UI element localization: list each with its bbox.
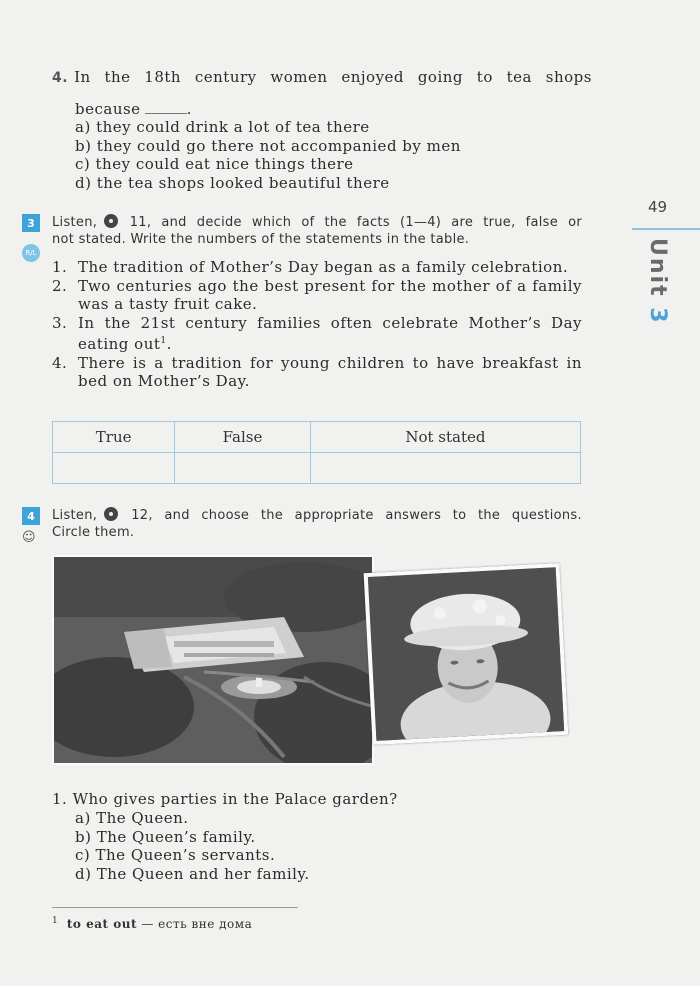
word: the	[478, 508, 501, 523]
statement-text	[78, 314, 582, 354]
word: Listen,	[52, 508, 98, 523]
word: the	[104, 68, 131, 86]
question-4-period: .	[186, 100, 192, 118]
skill-icon: R/L	[22, 244, 40, 262]
word: which	[251, 215, 292, 230]
unit-tab	[640, 238, 670, 328]
word: are	[451, 215, 474, 230]
answer-table	[52, 421, 581, 484]
word: going	[417, 68, 464, 86]
palace-photo	[52, 555, 374, 765]
option-a[interactable]: a) they could drink a lot of tea there	[75, 118, 370, 136]
table-answer-row	[53, 453, 581, 484]
word: century	[194, 68, 257, 86]
word: and	[164, 508, 190, 523]
option-b[interactable]: b) The Queen’s family.	[75, 827, 256, 846]
word: true,	[483, 215, 516, 230]
question-4-number: 4.	[52, 70, 69, 86]
word: or	[568, 215, 582, 230]
palace-aerial-illustration	[54, 557, 374, 765]
audio-cd-icon[interactable]	[104, 214, 118, 228]
unit-tab-divider	[632, 228, 700, 230]
statement-text-main: In the 21st century families often celebrate Mother’s Day eating out	[78, 313, 582, 353]
word: shops	[545, 68, 592, 86]
word: women	[270, 68, 328, 86]
word: of	[301, 215, 315, 230]
option-d[interactable]: d) The Queen and her family.	[75, 864, 310, 883]
word: 12,	[131, 508, 153, 523]
listen-word-group	[52, 507, 120, 524]
word: 18th	[144, 68, 182, 86]
statement-number: 1.	[52, 258, 68, 276]
answer-cell-not-stated[interactable]	[310, 453, 580, 484]
word: Listen,	[52, 215, 98, 230]
word: and	[161, 215, 187, 230]
question-4	[52, 68, 592, 192]
option-a[interactable]: a) The Queen.	[75, 809, 189, 827]
question-4-because: because	[75, 100, 141, 118]
table-header-row	[53, 422, 581, 453]
exercise-3-instruction-line-1	[52, 214, 582, 231]
question-1-stem: 1. Who gives parties in the Palace garden?	[52, 790, 398, 808]
word: to	[452, 508, 467, 523]
word: choose	[201, 508, 250, 523]
header-true: True	[53, 422, 175, 453]
word: 11,	[129, 215, 152, 230]
unit-tab-number: 3	[645, 307, 670, 325]
statement-1	[52, 258, 582, 277]
exercise-4-instruction-line-1	[52, 507, 582, 524]
statement-4	[52, 354, 582, 391]
listen-word-group	[52, 214, 120, 231]
word: the	[324, 215, 347, 230]
word: appropriate	[294, 508, 374, 523]
statement-text: There is a tradition for young children to have breakfast in bed on Mother’s Day.	[78, 353, 582, 390]
exercise-3-statements	[52, 258, 582, 391]
statement-text: The tradition of Mother’s Day began as a family celebration.	[78, 258, 569, 276]
header-not-stated: Not stated	[310, 422, 580, 453]
circle-task-icon: ☺	[22, 530, 36, 545]
statement-number: 3.	[52, 313, 68, 332]
word: decide	[196, 215, 242, 230]
question-4-because-line	[75, 100, 592, 118]
queen-portrait-illustration	[368, 567, 569, 745]
footnote-marker: 1	[160, 336, 167, 346]
footnote	[52, 916, 252, 931]
statement-number: 2.	[52, 276, 68, 295]
page-number: 49	[648, 198, 668, 216]
footnote-translation: есть вне дома	[158, 917, 253, 931]
footnote-mark: 1	[52, 916, 59, 926]
exercise-3-badge: 3	[22, 214, 40, 232]
word: facts	[356, 215, 390, 230]
word: tea	[506, 68, 532, 86]
exercise-4-badge: 4	[22, 507, 40, 525]
exercise-4-instruction-line-2: Circle them.	[52, 525, 135, 540]
exercise-3-instruction	[52, 214, 582, 248]
word: false	[525, 215, 559, 230]
header-false: False	[175, 422, 311, 453]
word: enjoyed	[341, 68, 405, 86]
word: In	[74, 68, 91, 86]
option-c[interactable]: c) they could eat nice things there	[75, 155, 354, 173]
word: the	[260, 508, 284, 523]
footnote-term: to eat out	[66, 917, 138, 931]
statement-text-end: .	[166, 335, 172, 353]
answer-blank[interactable]	[145, 113, 187, 114]
exercise-3-instruction-line-2: not stated. Write the numbers of the statements in the table.	[52, 232, 470, 247]
footnote-divider	[52, 907, 298, 908]
option-d[interactable]: d) the tea shops looked beautiful there	[75, 173, 390, 192]
statement-3	[52, 314, 582, 354]
exercise-4-instruction	[52, 507, 582, 541]
question-1-options	[75, 809, 472, 883]
word: (1—4)	[399, 215, 442, 230]
answer-cell-true[interactable]	[53, 453, 175, 484]
exercise-4-question-1	[52, 790, 472, 883]
footnote-dash: —	[141, 917, 154, 931]
question-4-stem	[52, 68, 592, 86]
option-c[interactable]: c) The Queen’s servants.	[75, 846, 276, 864]
option-b[interactable]: b) they could go there not accompanied by men	[75, 136, 461, 155]
statement-number: 4.	[52, 353, 68, 372]
word: answers	[385, 508, 442, 523]
word: questions.	[511, 508, 582, 523]
word: to	[476, 68, 493, 86]
statement-2	[52, 277, 582, 314]
audio-cd-icon[interactable]	[104, 507, 118, 521]
question-4-options	[75, 118, 592, 192]
question-4-first-word-group	[52, 68, 91, 86]
statement-text: Two centuries ago the best present for the mother of a family was a tasty fruit cake.	[78, 276, 582, 313]
queen-photo	[364, 563, 569, 745]
answer-cell-false[interactable]	[175, 453, 311, 484]
unit-tab-word: Unit	[645, 238, 670, 298]
